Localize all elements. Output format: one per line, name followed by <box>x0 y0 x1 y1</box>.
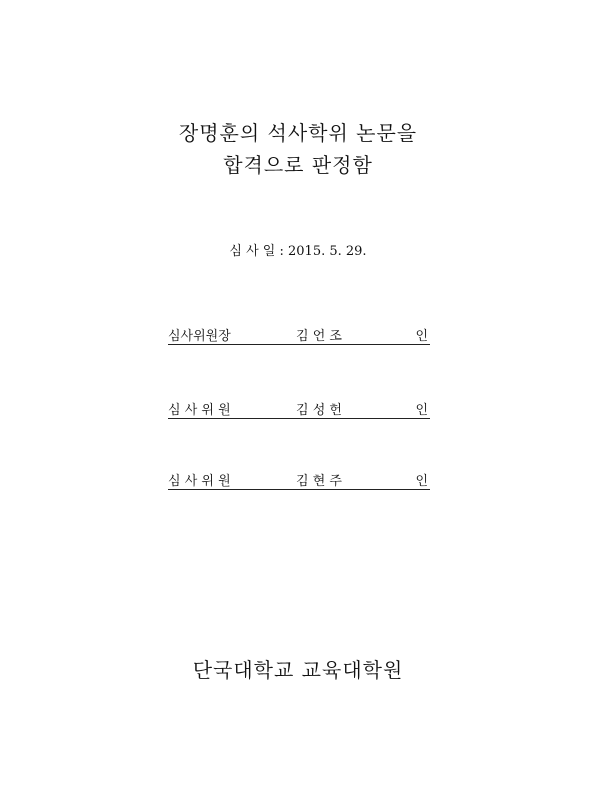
committee-row-member-2 <box>168 467 430 490</box>
committee-row-member-1 <box>168 396 430 419</box>
seal-mark: 인 <box>415 403 428 418</box>
title-line-1: 장명훈의 석사학위 논문을 <box>178 121 418 145</box>
committee-member-name: 김 언 조 <box>296 329 342 344</box>
committee-role: 심사위원장 <box>168 329 231 344</box>
committee-role: 심 사 위 원 <box>168 403 231 418</box>
title-line-2: 합격으로 판정함 <box>223 153 373 177</box>
committee-member-name: 김 성 헌 <box>296 403 342 418</box>
exam-date: 심 사 일 : 2015. 5. 29. <box>229 244 367 259</box>
committee-role: 심 사 위 원 <box>168 474 231 489</box>
committee-row-chair <box>168 322 430 345</box>
institution-name: 단국대학교 교육대학원 <box>192 658 404 682</box>
committee-member-name: 김 현 주 <box>296 474 342 489</box>
seal-mark: 인 <box>415 329 428 344</box>
seal-mark: 인 <box>415 474 428 489</box>
